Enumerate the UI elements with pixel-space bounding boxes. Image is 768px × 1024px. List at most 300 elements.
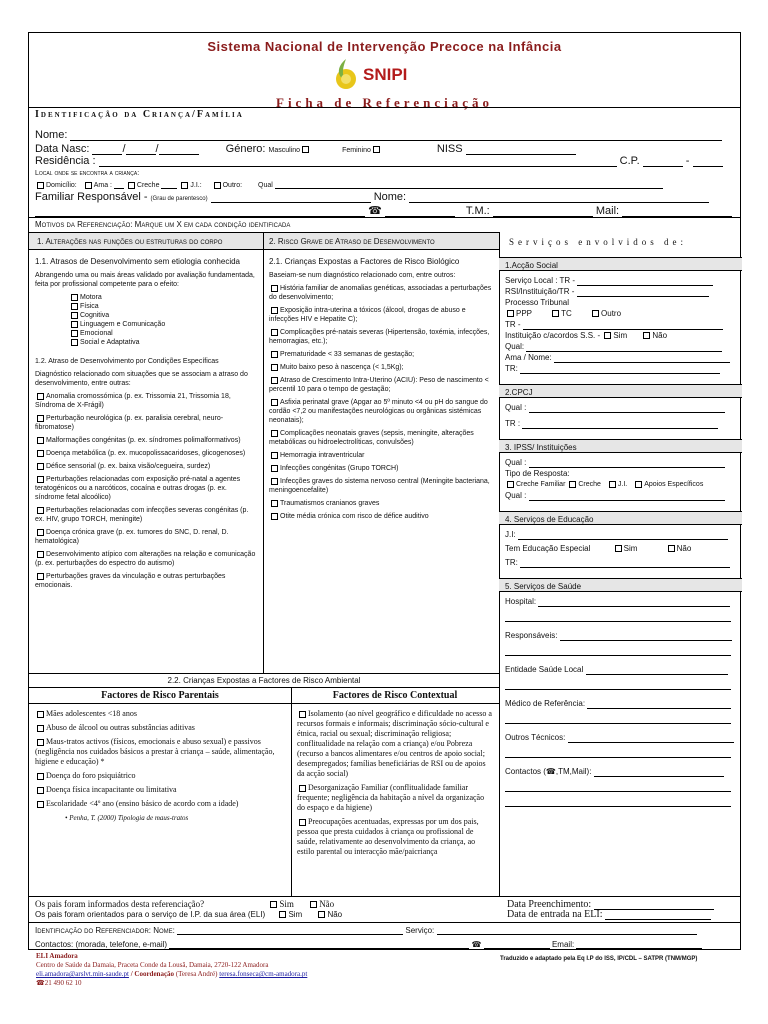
yes-label: Sim — [288, 910, 303, 919]
footer-org: ELI Amadora — [36, 952, 78, 960]
tm-field[interactable] — [493, 208, 593, 217]
divider — [499, 232, 500, 896]
checkbox[interactable] — [271, 351, 278, 358]
daycare-field[interactable] — [161, 180, 177, 189]
field-label: Tem Educação Especial — [505, 544, 591, 553]
checkbox[interactable] — [299, 785, 306, 792]
field-row — [505, 330, 737, 341]
field-input[interactable] — [505, 613, 731, 622]
field-row — [505, 698, 737, 709]
entry-date-field[interactable] — [605, 911, 711, 920]
field-input[interactable] — [568, 734, 734, 743]
context-heading: Factores de Risco Contextual — [332, 690, 458, 701]
phone-field[interactable] — [385, 208, 455, 217]
item-label: Emocional — [80, 330, 113, 337]
checkbox[interactable] — [552, 310, 559, 317]
field-input[interactable] — [529, 404, 725, 413]
field-input[interactable] — [577, 288, 709, 297]
section-header — [499, 511, 742, 525]
field-label: TR - — [505, 320, 521, 329]
col2-heading: 2. Risco Grave de Atraso de Desenvolvimento — [269, 237, 435, 246]
checkbox[interactable] — [271, 500, 278, 507]
logo-icon — [331, 57, 361, 91]
field-input[interactable] — [520, 559, 730, 568]
email-field[interactable] — [576, 940, 702, 949]
col1 — [35, 257, 257, 594]
field-line — [505, 747, 737, 758]
checkbox[interactable] — [271, 465, 278, 472]
list-item — [35, 436, 257, 445]
list-item — [269, 398, 493, 425]
footer — [36, 952, 307, 988]
list-item — [35, 392, 257, 410]
field-label: Serviço Local : TR - — [505, 276, 576, 285]
section-header — [499, 384, 742, 398]
item-label: Anomalia cromossómica (p. ex. Trissomia 21, Trissomia 18, Síndroma de X-Frágil) — [35, 393, 231, 409]
checkbox[interactable] — [37, 573, 44, 580]
field-label: Entidade Saúde Local — [505, 665, 584, 674]
referrer-row — [35, 926, 697, 935]
checkbox[interactable] — [299, 711, 306, 718]
field-label: Hospital: — [505, 597, 537, 606]
field-line — [505, 679, 737, 690]
section-header — [499, 439, 742, 453]
item-label: Linguagem e Comunicação — [80, 321, 166, 328]
oriented-row — [35, 910, 342, 919]
checkbox[interactable] — [271, 377, 278, 384]
nanny-checkbox[interactable] — [85, 182, 92, 189]
list-item — [35, 449, 257, 458]
list-item — [69, 311, 257, 320]
identification-heading: Identificação da Criança/Família — [35, 109, 244, 120]
services-heading: Serviços envolvidos de: — [509, 237, 687, 247]
field-row — [505, 479, 737, 490]
daycare-checkbox[interactable] — [128, 182, 135, 189]
form-header — [29, 33, 740, 113]
field-row — [505, 286, 737, 297]
field-row — [505, 418, 737, 429]
checkbox[interactable] — [37, 393, 44, 400]
col2 — [269, 257, 493, 525]
niss-field[interactable] — [466, 146, 576, 155]
checkbox[interactable] — [37, 415, 44, 422]
checkbox[interactable] — [37, 773, 44, 780]
item-label: Atraso de Crescimento Intra-Uterino (ACIU): Peso de nascimento < percentil 10 para o tempo de gestação; — [269, 377, 489, 393]
form-frame — [28, 32, 741, 950]
field-input[interactable] — [554, 354, 730, 363]
which-field[interactable] — [275, 180, 663, 189]
service-field[interactable] — [437, 926, 697, 935]
item-label: Exposição intra-uterina a tóxicos (álcool, drogas de abuso e infecções HIV e Hepatite C); — [269, 307, 466, 323]
s12-desc: Diagnóstico relacionado com situações que se associam a atraso do desenvolvimento, entre outras: — [35, 371, 248, 387]
snipi-logo — [331, 57, 451, 93]
field-input[interactable] — [529, 459, 725, 468]
list-item — [69, 302, 257, 311]
checkbox[interactable] — [37, 463, 44, 470]
item-label: Motora — [80, 294, 102, 301]
checkbox[interactable] — [271, 513, 278, 520]
checkbox[interactable] — [37, 801, 44, 808]
field-row — [505, 557, 737, 568]
cp-field[interactable] — [643, 158, 683, 167]
gender-label: Género: — [225, 143, 266, 155]
field-row — [505, 297, 737, 308]
checkbox[interactable] — [37, 437, 44, 444]
services-col — [505, 257, 737, 807]
checkbox[interactable] — [71, 330, 78, 337]
field-label: Qual : — [505, 403, 527, 412]
footer-contacts — [36, 970, 307, 979]
list-item — [35, 709, 285, 719]
checkbox[interactable] — [569, 481, 576, 488]
residence-field[interactable] — [99, 158, 617, 167]
divider — [291, 687, 292, 896]
list-item — [69, 329, 257, 338]
name-row — [35, 129, 722, 141]
guardian-name-label: Nome: — [373, 191, 407, 203]
contacts-row — [35, 940, 702, 949]
ji-label: J.I.: — [190, 182, 202, 189]
guardian-row — [35, 191, 709, 203]
item-label: Desorganização Familiar (conflitualidade familiar frequente; negligência da habitação a nível da organização do espaço e da higiene) — [297, 783, 485, 812]
guardian-note: (Grau de parentesco) — [150, 196, 208, 202]
item-label: Défice sensorial (p. ex. baixa visão/cegueira, surdez) — [46, 463, 211, 470]
checkbox[interactable] — [37, 529, 44, 536]
list-item — [269, 284, 493, 302]
field-label: Qual : — [505, 458, 527, 467]
residence-row: Residência : C.P. - — [35, 155, 723, 167]
section-header — [499, 578, 742, 592]
which-label: Qual — [258, 182, 273, 189]
field-input[interactable] — [520, 365, 720, 374]
checkbox[interactable] — [271, 307, 278, 314]
s5-title: 5. Serviços de Saúde — [505, 582, 582, 591]
translation-credit: Traduzido e adaptado pela Eq I.P do ISS, IP/CDL – SATPR (TNM/MGP) — [500, 956, 698, 962]
checkbox[interactable] — [37, 711, 44, 718]
opt-label: Apoios Específicos — [644, 481, 704, 488]
field-input[interactable] — [526, 343, 722, 352]
item-label: Física — [80, 303, 99, 310]
checkbox[interactable] — [592, 310, 599, 317]
item-label: Doença do foro psiquiátrico — [46, 771, 136, 780]
email-label: Email: — [551, 940, 575, 949]
divider — [29, 673, 499, 674]
footer-phone: ☎21 490 62 10 — [36, 979, 82, 987]
list-item — [269, 306, 493, 324]
item-label: Malformações congénitas (p. ex. síndromes polimalformativos) — [46, 437, 241, 444]
list-item — [269, 328, 493, 346]
item-label: Complicações neonatais graves (sepsis, meningite, alterações metabólicas ou hidroelectrolíticas, convulsões) — [269, 430, 474, 446]
list-item — [35, 462, 257, 471]
field-input[interactable] — [560, 632, 732, 641]
s21-desc: Baseiam-se num diagnóstico relacionado com, entre outros: — [269, 272, 456, 279]
field-label: Médico de Referência: — [505, 699, 586, 708]
divider — [29, 217, 740, 218]
cp-label: C.P. — [619, 155, 640, 167]
parental-list — [35, 709, 285, 827]
item-label: Complicações pré-natais severas (Hipertensão, toxémia, infecções, hemorragias, etc.); — [269, 329, 490, 345]
list-item — [35, 799, 285, 809]
list-item — [269, 451, 493, 460]
s12-title: 1.2. Atraso de Desenvolvimento por Condições Específicas — [35, 358, 219, 365]
yes-label: Sim — [613, 331, 628, 340]
s11-title: 1.1. Atrasos de Desenvolvimento sem etiologia conhecida — [35, 257, 241, 266]
s11-list — [35, 293, 257, 347]
field-row — [505, 341, 737, 352]
checkbox[interactable] — [668, 545, 675, 552]
dob-month[interactable] — [126, 146, 156, 155]
checkbox[interactable] — [609, 481, 616, 488]
list-item — [269, 477, 493, 495]
field-input[interactable] — [523, 321, 723, 330]
opt-label: Creche Familiar — [516, 481, 566, 488]
field-input[interactable] — [587, 700, 731, 709]
checkbox[interactable] — [37, 450, 44, 457]
opt-label: Outro — [601, 309, 622, 318]
opt-label: J.I. — [617, 481, 628, 488]
checkbox[interactable] — [271, 399, 278, 406]
checkbox[interactable] — [615, 545, 622, 552]
list-item — [69, 293, 257, 302]
item-label: Muito baixo peso à nascença (< 1,5Kg); — [280, 364, 404, 371]
contacts-label: Contactos: (morada, telefone, e-mail) — [35, 940, 168, 949]
field-input[interactable] — [505, 715, 731, 724]
item-label: Hemorragia intraventricular — [280, 452, 365, 459]
location-row — [35, 180, 663, 189]
item-label: Isolamento (ao nível geográfico e dificuldade no acesso a recursos formais e informais; discriminação sócio-cultural e étnica, racial ou sexual; discriminação religiosa; conflitualidade na relação com a criança) e/ou Pobreza (recurso a bancos alimentares e/ou centros de apoio social; desempregados; famílias beneficiárias de RSI ou de apoios da acção social) — [297, 709, 492, 778]
field-input[interactable] — [505, 647, 731, 656]
parental-heading: Factores de Risco Parentais — [101, 690, 219, 701]
entry-date-row — [507, 909, 711, 920]
item-label: Desenvolvimento atípico com alterações na relação e comunicação (p. ex. perturbações do espectro do autismo) — [35, 551, 256, 567]
field-input[interactable] — [505, 783, 731, 792]
checkbox[interactable] — [37, 739, 44, 746]
checkbox[interactable] — [271, 430, 278, 437]
dob-label: Data Nasc: — [35, 143, 90, 155]
list-item — [35, 572, 257, 590]
checkbox[interactable] — [643, 332, 650, 339]
field-row — [505, 664, 737, 675]
phone-icon: ☎ — [368, 205, 382, 217]
logo-text: SNIPI — [363, 65, 408, 84]
checkbox[interactable] — [507, 481, 514, 488]
field-label: Qual : — [505, 491, 527, 500]
dob-day[interactable] — [92, 146, 122, 155]
other-label: Outro: — [222, 182, 243, 189]
tm-label: T.M.: — [465, 205, 490, 217]
s1-title: 1.Acção Social — [505, 261, 558, 270]
divider — [29, 107, 740, 108]
item-label: Social e Adaptativa — [80, 339, 140, 346]
section-header — [499, 257, 742, 271]
field-label: TR : — [505, 419, 521, 428]
field-line — [505, 781, 737, 792]
name-field[interactable] — [70, 132, 722, 141]
list-item — [35, 771, 285, 781]
field-label: Processo Tribunal — [505, 298, 570, 307]
dob-row: Data Nasc: / / Género: Masculino Feminino NISS — [35, 143, 576, 155]
list-item — [35, 475, 257, 502]
list-item — [297, 709, 493, 779]
field-input[interactable] — [522, 420, 718, 429]
list-item — [269, 350, 493, 359]
item-label: Otite média crónica com risco de défice auditivo — [280, 513, 429, 520]
s21-title: 2.1. Crianças Expostas a Factores de Risco Biológico — [269, 257, 460, 266]
informed-yes-checkbox[interactable] — [270, 901, 277, 908]
checkbox[interactable] — [71, 303, 78, 310]
guardian-field[interactable] — [211, 194, 371, 203]
phone-icon: ☎ — [471, 940, 482, 949]
field-row — [505, 529, 737, 540]
field-row — [505, 543, 737, 554]
field-label: Instituição c/acordos S.S. - — [505, 331, 601, 340]
address-field[interactable] — [35, 208, 365, 217]
list-item — [35, 737, 285, 767]
checkbox[interactable] — [271, 452, 278, 459]
checkbox[interactable] — [37, 476, 44, 483]
checkbox[interactable] — [37, 725, 44, 732]
item-label: Prematuridade < 33 semanas de gestação; — [280, 351, 415, 358]
home-checkbox[interactable] — [37, 182, 44, 189]
checkbox[interactable] — [37, 551, 44, 558]
field-input[interactable] — [518, 531, 728, 540]
name-label: Nome: — [35, 129, 68, 141]
checkbox[interactable] — [507, 310, 514, 317]
list-item — [35, 414, 257, 432]
field-row — [505, 732, 737, 743]
yes-label: Sim — [623, 544, 638, 553]
male-checkbox[interactable] — [302, 146, 309, 153]
checkbox[interactable] — [635, 481, 642, 488]
list-item — [297, 817, 493, 857]
field-row — [505, 402, 737, 413]
list-item — [35, 550, 257, 568]
list-item — [269, 376, 493, 394]
entry-date-label: Data de entrada na ELI: — [507, 909, 603, 920]
item-label: Traumatismos cranianos graves — [280, 500, 380, 507]
checkbox[interactable] — [604, 332, 611, 339]
s4-title: 4. Serviços de Educação — [505, 515, 594, 524]
checkbox[interactable] — [271, 478, 278, 485]
checkbox[interactable] — [71, 294, 78, 301]
residence-label: Residência : — [35, 155, 96, 167]
col1-heading: 1. Alterações nas funções ou estruturas do corpo — [37, 237, 223, 246]
mail-field[interactable] — [622, 208, 732, 217]
service-label: Serviço: — [405, 926, 435, 935]
coord-label: / Coordenação — [130, 970, 175, 978]
item-label: Infecções graves do sistema nervoso central (Meningite bacteriana, meningoencefalite) — [269, 478, 490, 494]
field-line — [505, 796, 737, 807]
other-checkbox[interactable] — [214, 182, 221, 189]
checkbox[interactable] — [271, 329, 278, 336]
context-list — [297, 709, 493, 861]
mail-label: Mail: — [595, 205, 620, 217]
guardian-name-field[interactable] — [409, 194, 709, 203]
checkbox[interactable] — [71, 321, 78, 328]
item-label: Maus-tratos activos (físicos, emocionais e abuso sexual) e passivos (negligência nos cuidados básicos a prestar à criança – saúde, alimentação, higiene e educação) * — [35, 737, 275, 766]
reasons-heading: Motivos da Referenciação: Marque um X em cada condição identificada — [35, 220, 291, 229]
phone-field[interactable] — [484, 940, 550, 949]
no-label: Não — [327, 910, 343, 919]
footer-email-link[interactable]: eli.amadora@arslvt.min-saude.pt — [36, 970, 129, 978]
checkbox[interactable] — [37, 507, 44, 514]
checkbox[interactable] — [37, 787, 44, 794]
niss-label: NISS — [436, 143, 463, 155]
no-label: Não — [319, 899, 335, 909]
s22-title: 2.2. Crianças Expostas a Factores de Risco Ambiental — [167, 676, 361, 685]
field-row — [505, 468, 737, 479]
item-label: Doença metabólica (p. ex. mucopolissacaridoses, glicogenoses) — [46, 450, 246, 457]
checkbox[interactable] — [71, 339, 78, 346]
field-label: TR: — [505, 364, 518, 373]
checkbox[interactable] — [271, 285, 278, 292]
field-row — [505, 457, 737, 468]
checkbox[interactable] — [71, 312, 78, 319]
field-row — [505, 352, 737, 363]
home-label: Domicílio: — [46, 182, 77, 189]
field-label: Ama / Nome: — [505, 353, 552, 362]
field-input[interactable] — [529, 492, 725, 501]
field-row — [505, 596, 737, 607]
list-item — [35, 723, 285, 733]
informed-label: Os pais foram informados desta referenciação? — [35, 899, 205, 909]
list-item — [269, 499, 493, 508]
opt-label: TC — [561, 309, 572, 318]
field-label: Outros Técnicos: — [505, 733, 566, 742]
ji-checkbox[interactable] — [181, 182, 188, 189]
daycare-label: Creche — [136, 182, 160, 189]
item-label: Mães adolescentes <18 anos — [46, 709, 137, 718]
cp-field-2[interactable] — [693, 158, 723, 167]
parental-note: • Penha, T. (2000) Tipologia de maus-tratos — [65, 814, 189, 822]
checkbox[interactable] — [299, 819, 306, 826]
list-item — [69, 338, 257, 347]
referrer-field[interactable] — [177, 926, 403, 935]
item-label: Asfixia perinatal grave (Apgar ao 5º minuto <4 ou pH do sangue do cordão <7,2 ou manifestações neurológicas ou orgânicas sistémicas neonatais); — [269, 399, 488, 424]
divider — [29, 687, 499, 688]
item-label: Perturbações relacionadas com infecções severas congénitas (p. ex. HIV, grupo TORCH, meningite) — [35, 507, 249, 523]
field-input[interactable] — [505, 749, 731, 758]
field-row — [505, 490, 737, 501]
system-title: Sistema Nacional de Intervenção Precoce na Infância — [207, 39, 562, 54]
field-input[interactable] — [577, 277, 713, 286]
oriented-yes-checkbox[interactable] — [279, 911, 286, 918]
field-input[interactable] — [538, 598, 730, 607]
item-label: Infecções congénitas (Grupo TORCH) — [280, 465, 399, 472]
no-label: Não — [676, 544, 692, 553]
nanny-label: Ama : — [93, 182, 112, 189]
contacts-field[interactable] — [169, 940, 469, 949]
field-input[interactable] — [594, 768, 724, 777]
item-label: Cognitiva — [80, 312, 110, 319]
location-heading: Local onde se encontra a criança: — [35, 170, 140, 177]
female-checkbox[interactable] — [373, 146, 380, 153]
field-input[interactable] — [505, 681, 731, 690]
item-label: História familiar de anomalias genéticas, associadas a perturbações do desenvolvimento; — [269, 285, 492, 301]
footer-email-link-2[interactable]: teresa.fonseca@cm-amadora.pt — [219, 970, 308, 978]
nanny-field[interactable] — [114, 180, 124, 189]
checkbox[interactable] — [271, 364, 278, 371]
informed-no-checkbox[interactable] — [310, 901, 317, 908]
list-item — [269, 429, 493, 447]
oriented-no-checkbox[interactable] — [318, 911, 325, 918]
list-item — [297, 783, 493, 813]
field-input[interactable] — [505, 798, 731, 807]
field-input[interactable] — [586, 666, 728, 675]
dob-year[interactable] — [159, 146, 199, 155]
field-label: Contactos (☎,TM,Mail): — [505, 767, 592, 776]
female-label: Feminino — [342, 147, 371, 154]
